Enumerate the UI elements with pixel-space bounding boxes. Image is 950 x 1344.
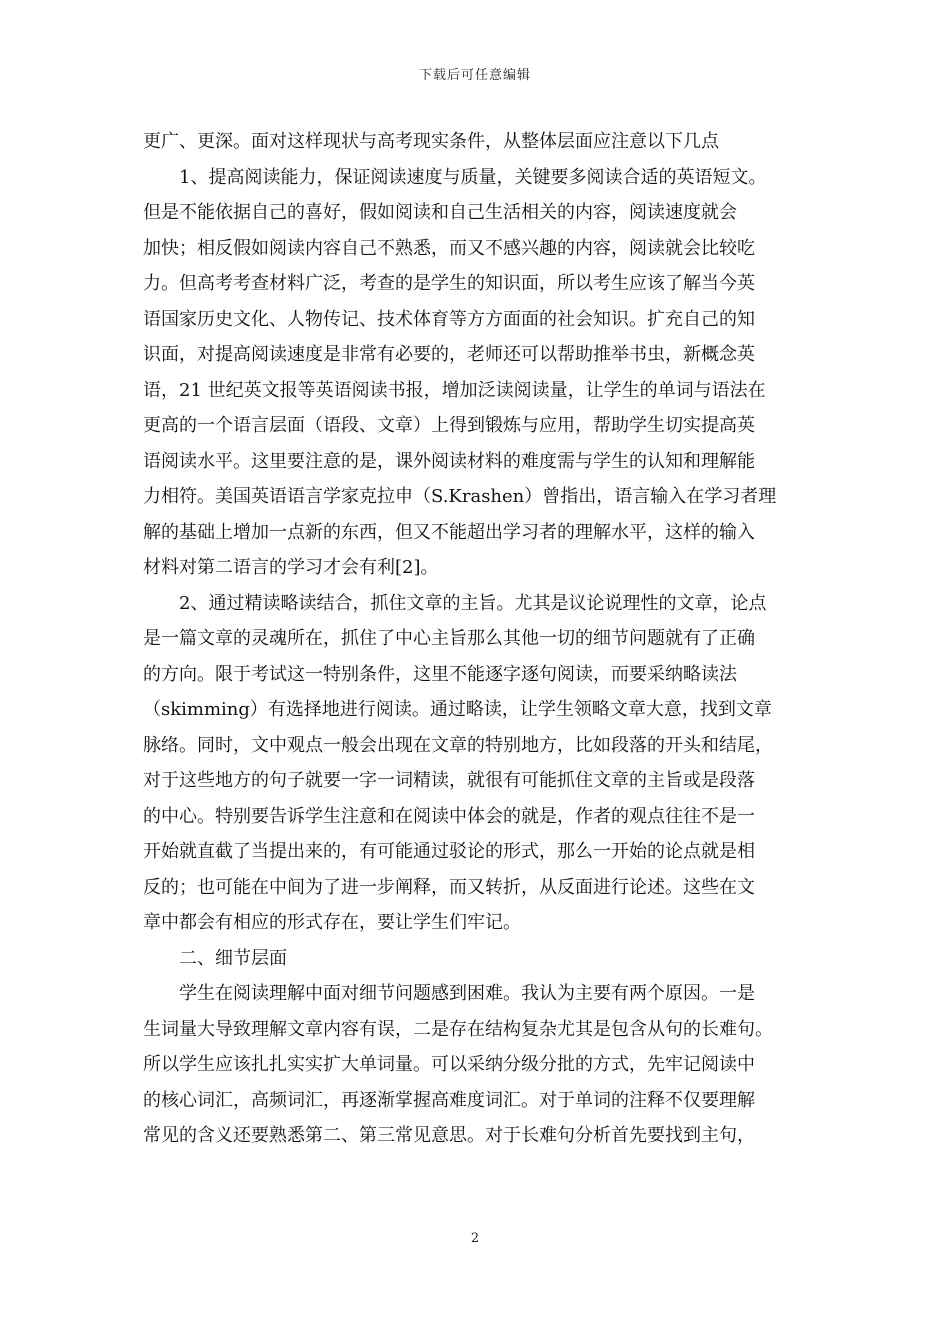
text-line: 力。但高考考查材料广泛，考查的是学生的知识面，所以考生应该了解当今英 bbox=[143, 273, 755, 294]
text-line: 的核心词汇，高频词汇，再逐渐掌握高难度词汇。对于单词的注释不仅要理解 bbox=[143, 1089, 755, 1111]
text-line: 所以学生应该扎扎实实扩大单词量。可以采纳分级分批的方式，先牢记阅读中 bbox=[143, 1054, 755, 1075]
text-line: 材料对第二语言的学习才会有利[2]。 bbox=[143, 557, 439, 578]
text-line: 更广、更深。面对这样现状与高考现实条件，从整体层面应注意以下几点 bbox=[143, 131, 719, 152]
page-header: 下载后可任意编辑 bbox=[418, 68, 531, 83]
text-line: 语国家历史文化、人物传记、技术体育等方方面面的社会知识。扩充自己的知 bbox=[143, 308, 755, 330]
text-line: 生词量大导致理解文章内容有误，二是存在结构复杂尤其是包含从句的长难句。 bbox=[143, 1018, 773, 1040]
text-line: 加快；相反假如阅读内容自己不熟悉，而又不感兴趣的内容，阅读就会比较吃 bbox=[143, 237, 755, 259]
text-line: 语，21 世纪英文报等英语阅读书报，增加泛读阅读量，让学生的单词与语法在 bbox=[143, 379, 766, 401]
text-line: 是一篇文章的灵魂所在，抓住了中心主旨那么其他一切的细节问题就有了正确 bbox=[143, 628, 755, 649]
text-line: 的中心。特别要告诉学生注意和在阅读中体会的就是，作者的观点往往不是一 bbox=[143, 805, 755, 827]
text-line: 力相符。美国英语语言学家克拉申（S.Krashen）曾指出，语言输入在学习者理 bbox=[143, 486, 777, 507]
text-line: 1、提高阅读能力，保证阅读速度与质量，关键要多阅读合适的英语短文。 bbox=[179, 166, 767, 188]
text-line: 解的基础上增加一点新的东西，但又不能超出学习者的理解水平，这样的输入 bbox=[143, 521, 755, 543]
text-line: 二、细节层面 bbox=[179, 947, 287, 969]
text-line: 章中都会有相应的形式存在，要让学生们牢记。 bbox=[143, 912, 521, 933]
text-line: 语阅读水平。这里要注意的是，课外阅读材料的难度需与学生的认知和理解能 bbox=[143, 450, 755, 472]
text-line: 的方向。限于考试这一特别条件，这里不能逐字逐句阅读，而要采纳略读法 bbox=[143, 663, 737, 685]
document-body bbox=[143, 124, 807, 1154]
text-line: 对于这些地方的句子就要一字一词精读，就很有可能抓住文章的主旨或是段落 bbox=[143, 770, 755, 791]
text-line: 开始就直截了当提出来的，有可能通过驳论的形式，那么一开始的论点就是相 bbox=[143, 841, 755, 862]
text-line: 脉络。同时，文中观点一般会出现在文章的特别地方，比如段落的开头和结尾， bbox=[143, 734, 773, 756]
text-line: 识面，对提高阅读速度是非常有必要的，老师还可以帮助推举书虫，新概念英 bbox=[143, 344, 755, 365]
text-line: 更高的一个语言层面（语段、文章）上得到锻炼与应用，帮助学生切实提高英 bbox=[143, 415, 755, 436]
text-line: 反的；也可能在中间为了进一步阐释，而又转折，从反面进行论述。这些在文 bbox=[143, 876, 755, 898]
text-line: （skimming）有选择地进行阅读。通过略读，让学生领略文章大意，找到文章 bbox=[143, 699, 772, 720]
text-line: 常见的含义还要熟悉第二、第三常见意思。对于长难句分析首先要找到主句， bbox=[143, 1125, 755, 1146]
text-line: 但是不能依据自己的喜好，假如阅读和自己生活相关的内容，阅读速度就会 bbox=[143, 202, 737, 223]
page-number: 2 bbox=[470, 1231, 480, 1246]
text-line: 2、通过精读略读结合，抓住文章的主旨。尤其是议论说理性的文章，论点 bbox=[179, 592, 767, 614]
text-line: 学生在阅读理解中面对细节问题感到困难。我认为主要有两个原因。一是 bbox=[179, 983, 755, 1004]
